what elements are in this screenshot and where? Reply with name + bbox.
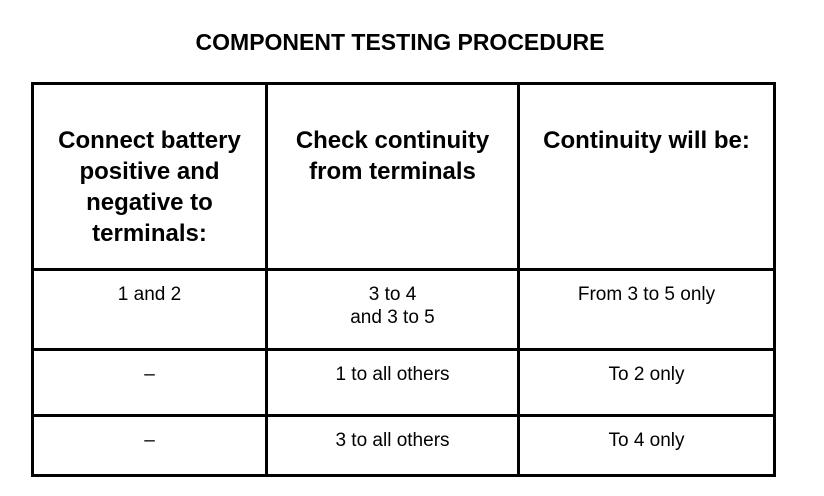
cell-check-terminals: 1 to all others [267, 350, 519, 416]
testing-procedure-table [31, 82, 776, 477]
cell-check-line: and 3 to 5 [350, 307, 435, 328]
cell-continuity-result: To 4 only [519, 416, 775, 476]
cell-continuity-result: To 2 only [519, 350, 775, 416]
column-header-battery: Connect battery positive and negative to terminals: [33, 84, 267, 270]
cell-battery-terminals: 1 and 2 [33, 270, 267, 350]
cell-battery-terminals: – [33, 350, 267, 416]
page-title: COMPONENT TESTING PROCEDURE [195, 29, 605, 55]
column-header-continuity-result: Continuity will be: [519, 84, 775, 270]
cell-continuity-result: From 3 to 5 only [519, 270, 775, 350]
table-row [33, 350, 775, 416]
cell-check-terminals [267, 270, 519, 350]
column-header-check-continuity: Check continuity from terminals [267, 84, 519, 270]
table-row [33, 416, 775, 476]
table-row [33, 270, 775, 350]
cell-battery-terminals: – [33, 416, 267, 476]
cell-check-terminals: 3 to all others [267, 416, 519, 476]
cell-check-line: 3 to 4 [368, 284, 417, 305]
table-header-row [33, 84, 775, 270]
